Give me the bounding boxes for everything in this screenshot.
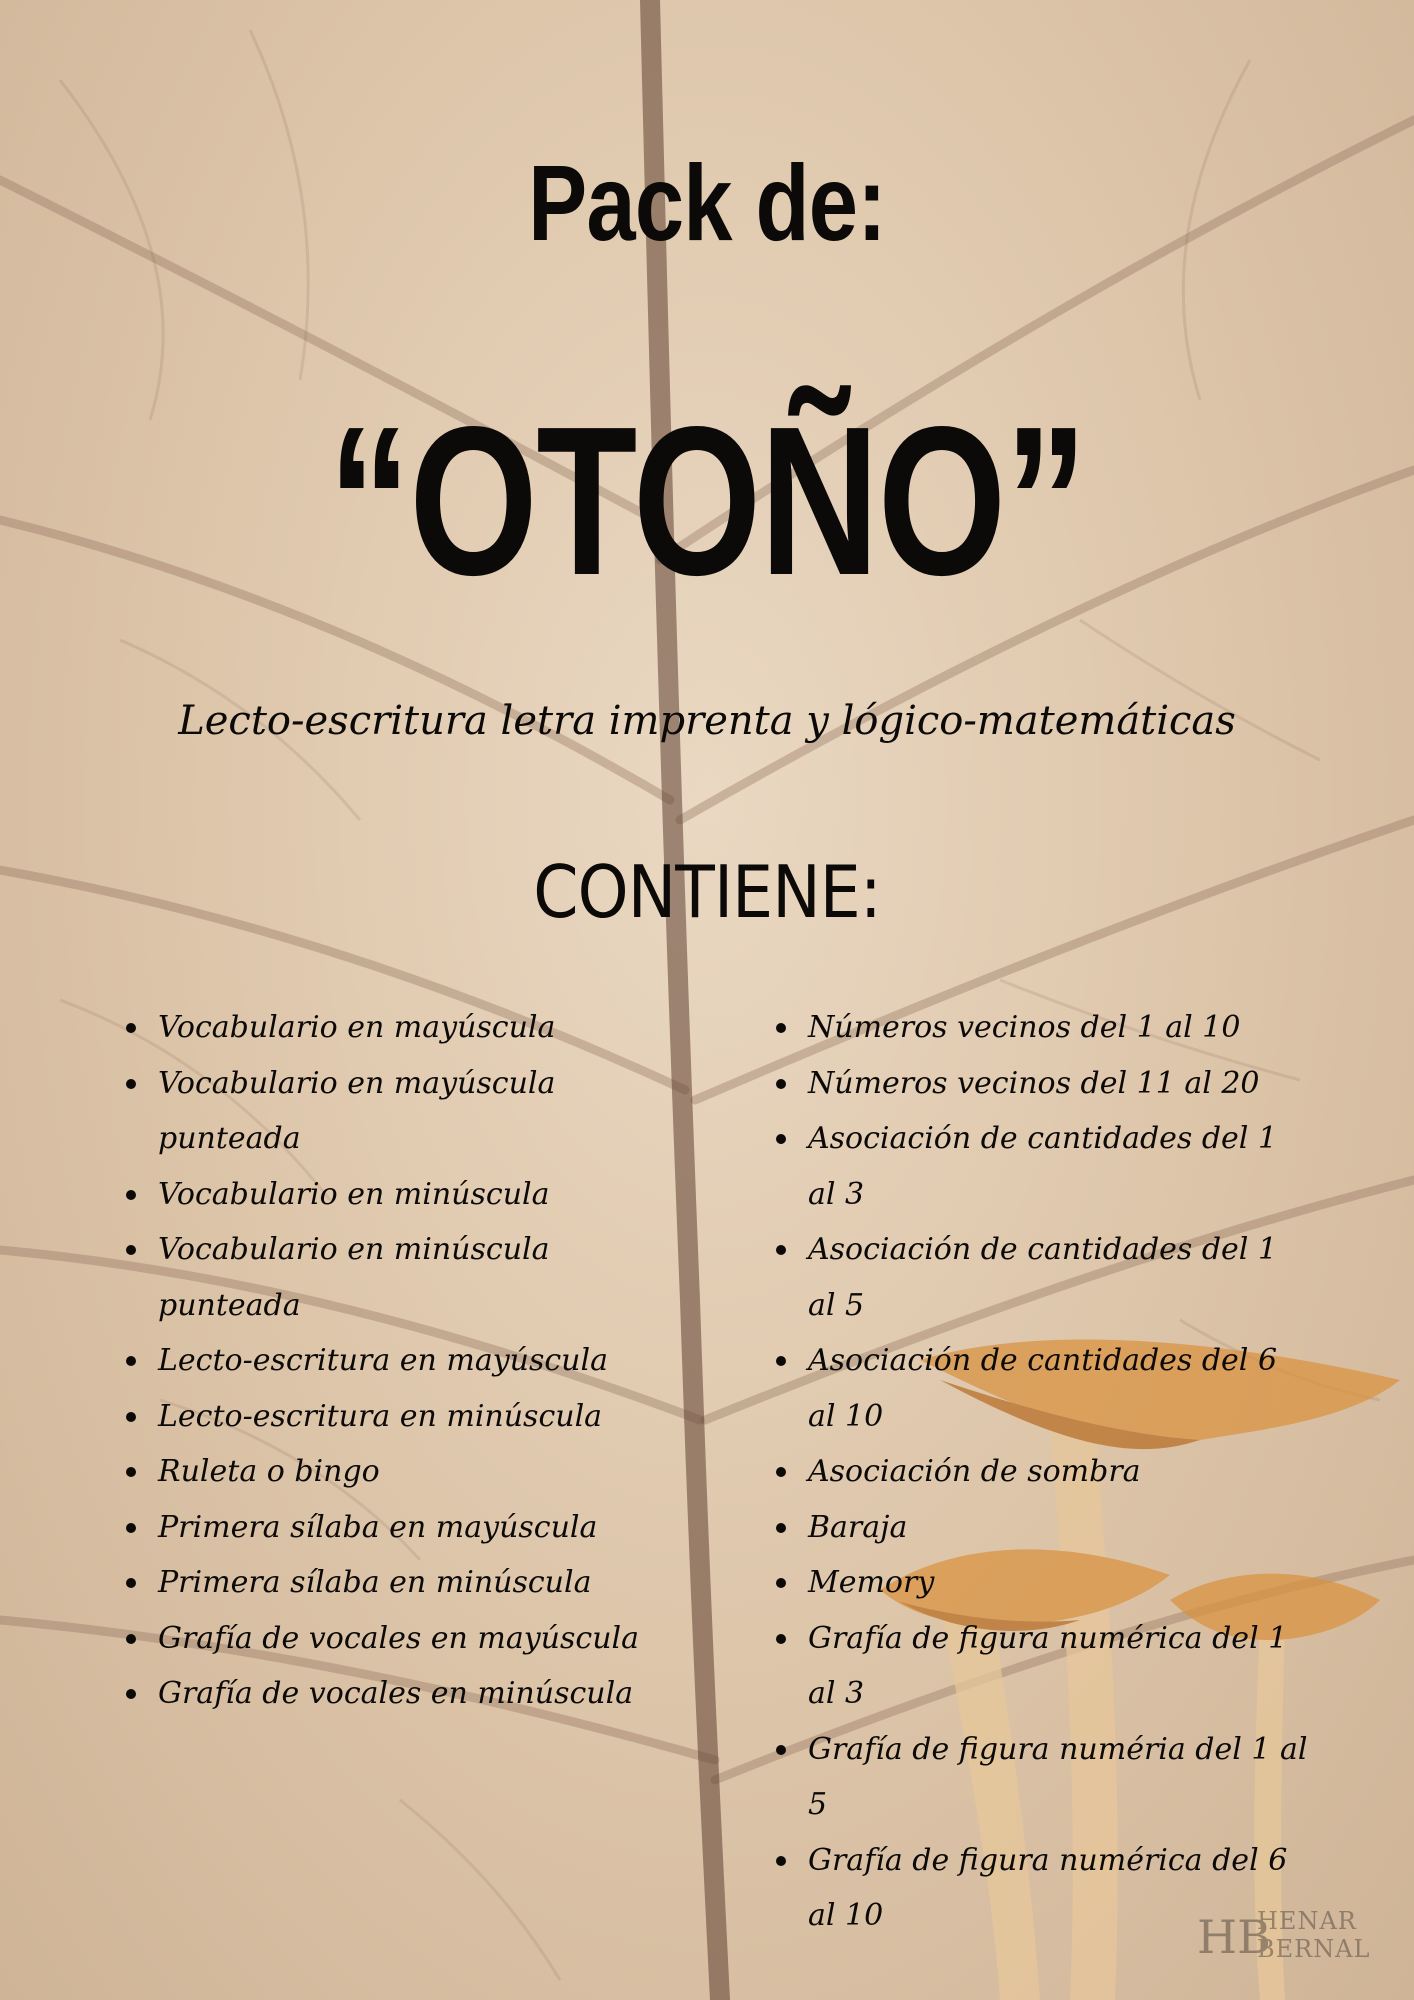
list-item: Asociación de cantidades del 1 al 3 [770, 1111, 1310, 1222]
list-item: Asociación de cantidades del 1 al 5 [770, 1222, 1310, 1333]
logo-first-name: HENAR [1257, 1907, 1357, 1935]
list-item: Grafía de figura numérica del 6 al 10 [770, 1833, 1310, 1944]
list-item: Asociación de sombra [770, 1444, 1310, 1500]
pack-label: Pack de: [528, 142, 886, 263]
page-subtitle: Lecto-escritura letra imprenta y lógico-matemáticas [178, 698, 1236, 744]
list-item: Grafía de vocales en mayúscula [120, 1611, 660, 1667]
list-item: Vocabulario en mayúscula [120, 1000, 660, 1056]
list-item: Lecto-escritura en mayúscula [120, 1333, 660, 1389]
list-item: Primera sílaba en minúscula [120, 1555, 660, 1611]
list-item: Asociación de cantidades del 6 al 10 [770, 1333, 1310, 1444]
page-title: “OTOÑO” [328, 382, 1086, 619]
list-item: Memory [770, 1555, 1310, 1611]
list-item: Grafía de vocales en minúscula [120, 1666, 660, 1722]
list-item: Vocabulario en mayúscula punteada [120, 1056, 660, 1167]
list-item: Ruleta o bingo [120, 1444, 660, 1500]
list-item: Vocabulario en minúscula [120, 1167, 660, 1223]
list-item: Baraja [770, 1500, 1310, 1556]
list-item: Primera sílaba en mayúscula [120, 1500, 660, 1556]
list-item: Grafía de figura numérica del 1 al 3 [770, 1611, 1310, 1722]
monogram-logo-icon [1195, 1905, 1271, 1965]
list-item: Vocabulario en minúscula punteada [120, 1222, 660, 1333]
list-item: Números vecinos del 11 al 20 [770, 1056, 1310, 1112]
list-item: Números vecinos del 1 al 10 [770, 1000, 1310, 1056]
list-item: Grafía de figura numéria del 1 al 5 [770, 1722, 1310, 1833]
contents-list-left [120, 1000, 660, 1722]
contents-heading: CONTIENE: [533, 850, 881, 934]
logo-last-name: BERNAL [1257, 1935, 1371, 1963]
list-item: Lecto-escritura en minúscula [120, 1389, 660, 1445]
contents-list-right [770, 1000, 1310, 1944]
brand-logo [1195, 1905, 1395, 1965]
monogram-text: HB [1197, 1910, 1271, 1964]
